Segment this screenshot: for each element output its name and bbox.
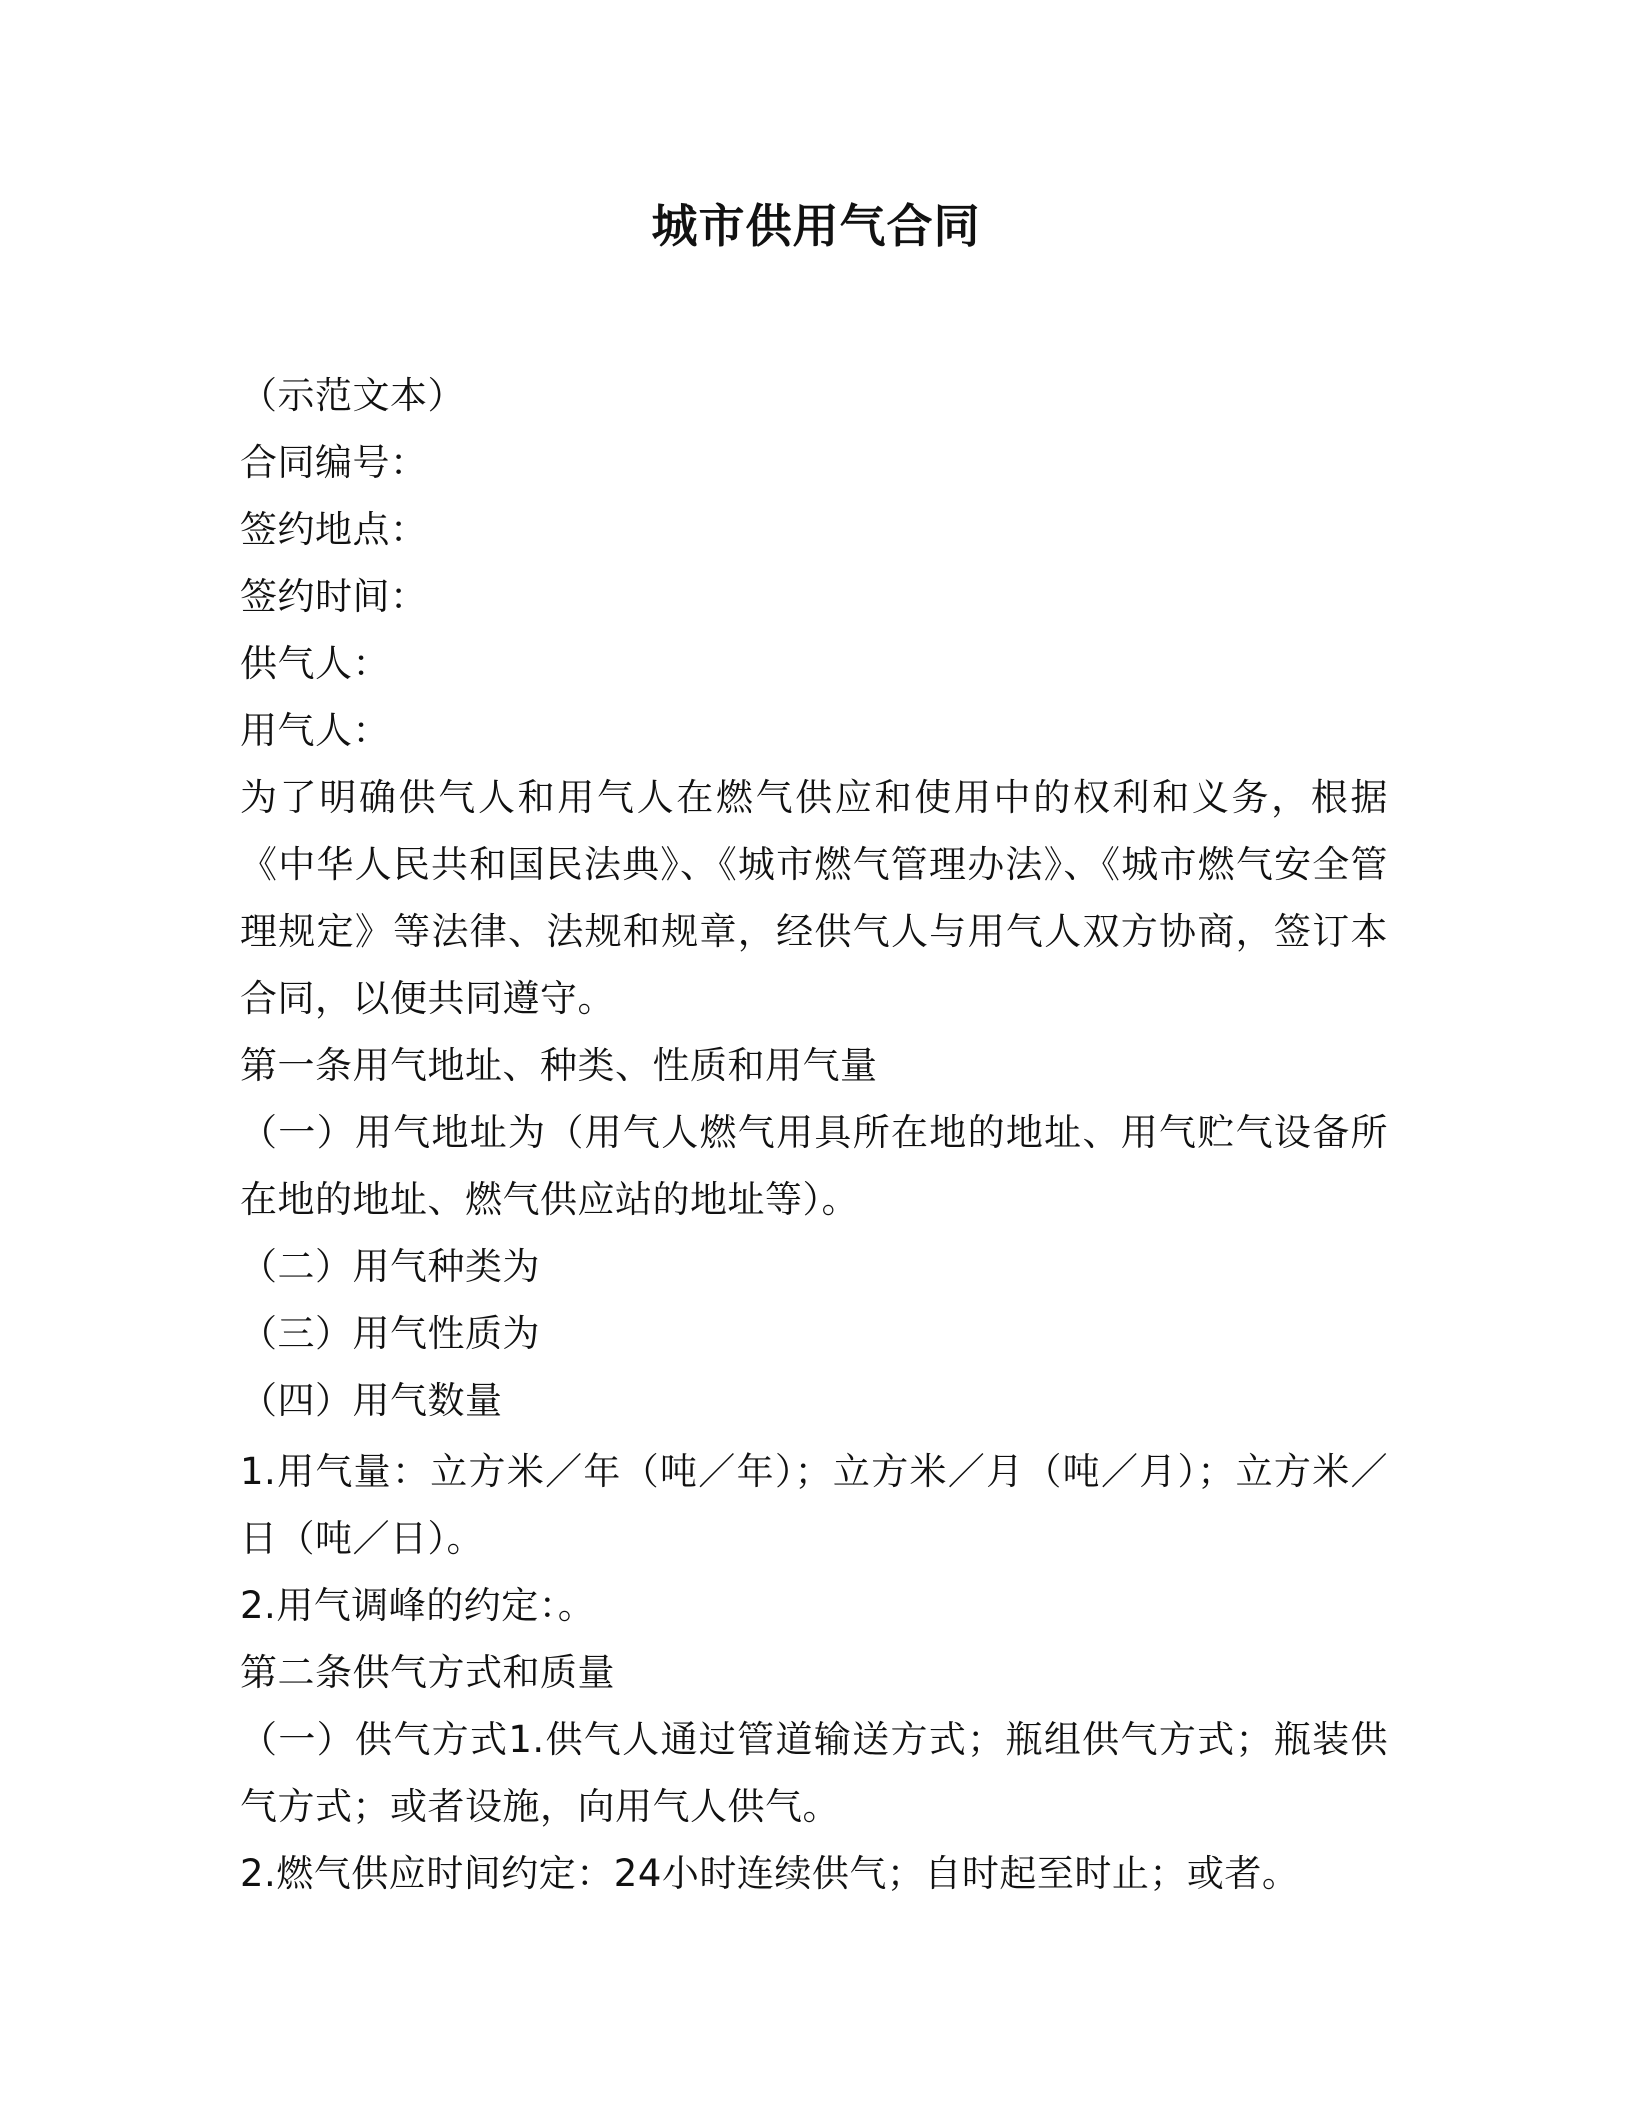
article-1-heading: 第一条用气地址、种类、性质和用气量	[240, 1044, 878, 1087]
contract-number-label: 合同编号：	[240, 441, 428, 484]
user-label: 用气人：	[240, 709, 390, 752]
sample-text-label: （示范文本）	[240, 374, 465, 417]
supplier-label: 供气人：	[240, 642, 390, 685]
document-title: 城市供用气合同	[651, 199, 981, 253]
signing-time-label: 签约时间：	[240, 575, 428, 618]
article-1-item-1: （一）用气地址为（用气人燃气用具所在地的地址、用气贮气设备所在地的地址、燃气供应站的地址等）。	[240, 1111, 1388, 1221]
article-2-heading: 第二条供气方式和质量	[240, 1651, 615, 1694]
document-body	[240, 362, 1388, 1907]
signing-place-label: 签约地点：	[240, 508, 428, 551]
article-1-item-4: （四）用气数量	[240, 1379, 503, 1422]
article-1-item-2: （二）用气种类为	[240, 1245, 540, 1288]
article-1-item-3: （三）用气性质为	[240, 1312, 540, 1355]
article-1-peak: 2.用气调峰的约定：。	[240, 1584, 596, 1627]
article-1-volume: 1.用气量：立方米／年（吨／年）；立方米／月（吨／月）；立方米／日（吨／日）。	[240, 1450, 1388, 1560]
article-2-time: 2.燃气供应时间约定：24小时连续供气；自时起至时止；或者。	[240, 1852, 1300, 1895]
intro-paragraph: 为了明确供气人和用气人在燃气供应和使用中的权利和义务，根据《中华人民共和国民法典》、《城市燃气管理办法》、《城市燃气安全管理规定》等法律、法规和规章，经供气人与用气人双方协商，签订本合同，以便共同遵守。	[240, 776, 1388, 1020]
article-2-item-1: （一）供气方式1.供气人通过管道输送方式；瓶组供气方式；瓶装供气方式；或者设施，向用气人供气。	[240, 1718, 1388, 1828]
